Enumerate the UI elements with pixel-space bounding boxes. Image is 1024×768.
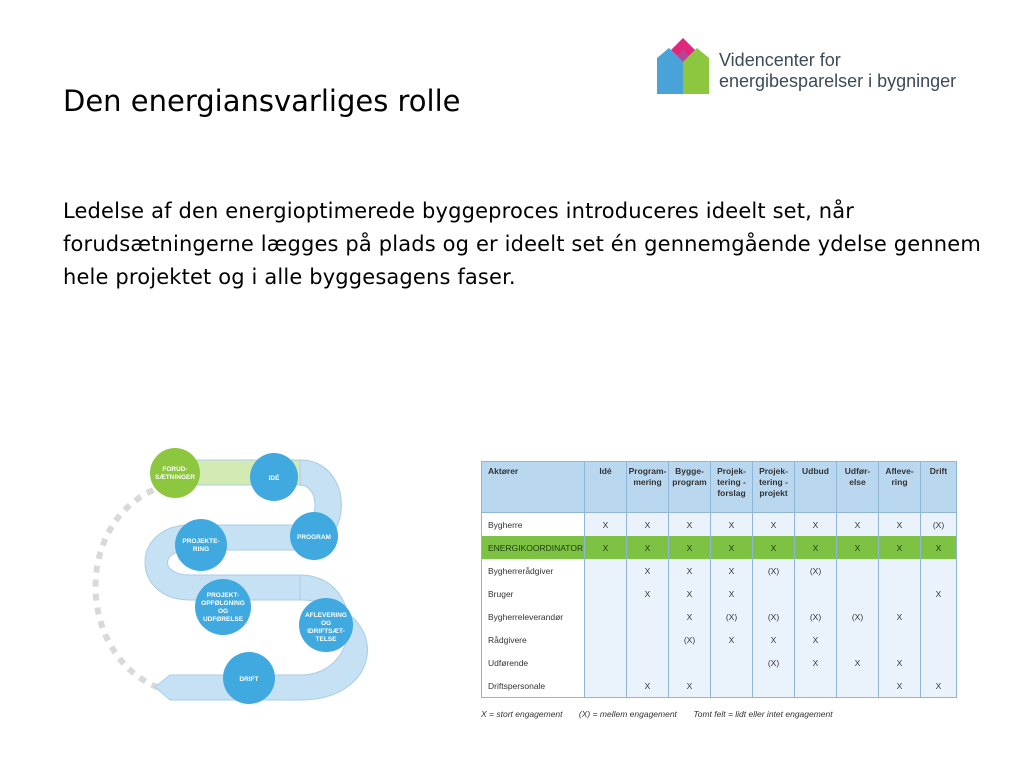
table-header-cell: Bygge- program bbox=[669, 462, 711, 513]
legend-stort: X = stort engagement bbox=[481, 709, 563, 719]
engagement-cell bbox=[585, 559, 627, 582]
node-projektering-label-2: RING bbox=[192, 546, 210, 553]
engagement-cell: X bbox=[627, 674, 669, 698]
node-program-label: PROGRAM bbox=[297, 534, 331, 541]
engagement-cell: X bbox=[921, 582, 957, 605]
node-aflevering-label-1: AFLEVERING bbox=[305, 612, 347, 619]
table-row bbox=[482, 536, 957, 559]
engagement-cell: X bbox=[795, 651, 837, 674]
engagement-cell bbox=[753, 674, 795, 698]
engagement-cell bbox=[921, 605, 957, 628]
roles-table-container bbox=[481, 461, 956, 698]
body-paragraph: Ledelse af den energioptimerede byggeproces introduceres ideelt set, når forudsætningerne lægges på plads og er ideelt set én gennemgående ydelse gennem hele projektet og i alle byggesagens faser. bbox=[63, 199, 981, 289]
engagement-cell: X bbox=[879, 674, 921, 698]
actor-cell: Udførende bbox=[482, 651, 585, 674]
engagement-cell: X bbox=[879, 651, 921, 674]
logo-text bbox=[719, 50, 956, 92]
engagement-cell: (X) bbox=[753, 605, 795, 628]
table-row bbox=[482, 559, 957, 582]
actor-cell: Bygherrerådgiver bbox=[482, 559, 585, 582]
engagement-cell bbox=[795, 582, 837, 605]
table-header-cell: Aktører bbox=[482, 462, 585, 513]
actor-cell: Rådgivere bbox=[482, 628, 585, 651]
node-aflevering-label-3: IDRIFTSÆT- bbox=[307, 628, 345, 635]
table-row bbox=[482, 513, 957, 537]
node-forudsaetninger bbox=[150, 448, 200, 498]
table-row bbox=[482, 651, 957, 674]
engagement-cell bbox=[627, 605, 669, 628]
engagement-cell bbox=[627, 628, 669, 651]
table-body bbox=[482, 513, 957, 698]
table-legend bbox=[481, 709, 847, 719]
engagement-cell: X bbox=[795, 628, 837, 651]
table-row bbox=[482, 628, 957, 651]
logo-line-2: energibesparelser i bygninger bbox=[719, 71, 957, 91]
table-header-cell: Idé bbox=[585, 462, 627, 513]
engagement-cell bbox=[711, 674, 753, 698]
engagement-cell bbox=[837, 674, 879, 698]
engagement-cell: X bbox=[753, 513, 795, 537]
engagement-cell: X bbox=[669, 605, 711, 628]
engagement-cell bbox=[753, 582, 795, 605]
actor-cell: ENERGIKOORDINATOR bbox=[482, 536, 585, 559]
engagement-cell bbox=[837, 559, 879, 582]
table-header-cell: Drift bbox=[921, 462, 957, 513]
engagement-cell: (X) bbox=[711, 605, 753, 628]
engagement-cell: X bbox=[711, 513, 753, 537]
actor-cell: Bygherre bbox=[482, 513, 585, 537]
engagement-cell: X bbox=[795, 536, 837, 559]
engagement-cell bbox=[795, 674, 837, 698]
engagement-cell bbox=[879, 582, 921, 605]
engagement-cell: X bbox=[585, 536, 627, 559]
engagement-cell bbox=[921, 628, 957, 651]
engagement-cell bbox=[585, 628, 627, 651]
engagement-cell: (X) bbox=[921, 513, 957, 537]
engagement-cell: X bbox=[711, 582, 753, 605]
engagement-cell: X bbox=[921, 536, 957, 559]
engagement-cell bbox=[669, 651, 711, 674]
engagement-cell: X bbox=[711, 628, 753, 651]
node-opfolgning-label-3: OG bbox=[217, 608, 229, 615]
node-opfolgning-label-4: UDFØRELSE bbox=[202, 616, 244, 623]
engagement-cell: X bbox=[921, 674, 957, 698]
engagement-cell bbox=[837, 582, 879, 605]
engagement-cell: X bbox=[627, 513, 669, 537]
engagement-cell bbox=[585, 674, 627, 698]
engagement-cell: (X) bbox=[795, 559, 837, 582]
engagement-cell: X bbox=[711, 536, 753, 559]
engagement-cell bbox=[585, 651, 627, 674]
engagement-cell: X bbox=[837, 536, 879, 559]
engagement-cell: (X) bbox=[753, 559, 795, 582]
node-forud-label-2: SÆTNINGER bbox=[154, 474, 196, 481]
vidensenter-logo bbox=[655, 36, 985, 100]
engagement-cell: X bbox=[879, 513, 921, 537]
node-forud-label-1: FORUD- bbox=[162, 466, 188, 473]
roles-table bbox=[481, 461, 957, 698]
process-diagram bbox=[70, 440, 370, 715]
engagement-cell: X bbox=[627, 536, 669, 559]
engagement-cell: X bbox=[669, 582, 711, 605]
engagement-cell: X bbox=[669, 536, 711, 559]
engagement-cell: X bbox=[669, 513, 711, 537]
engagement-cell: (X) bbox=[669, 628, 711, 651]
engagement-cell: X bbox=[711, 559, 753, 582]
engagement-cell bbox=[711, 651, 753, 674]
engagement-cell bbox=[921, 651, 957, 674]
engagement-cell: X bbox=[669, 674, 711, 698]
house-logo-icon bbox=[655, 36, 711, 100]
table-header-cell: Udbud bbox=[795, 462, 837, 513]
logo-line-1: Videncenter for bbox=[719, 50, 841, 70]
table-header-cell: Projek- tering - projekt bbox=[753, 462, 795, 513]
table-header-cell: Afleve- ring bbox=[879, 462, 921, 513]
node-opfolgning-label-2: OPFØLGNING bbox=[201, 600, 245, 607]
table-header-row bbox=[482, 462, 957, 513]
actor-cell: Bruger bbox=[482, 582, 585, 605]
engagement-cell: X bbox=[627, 582, 669, 605]
node-projektering-label-1: PROJEKTE- bbox=[182, 538, 220, 545]
node-ide-label: IDÉ bbox=[268, 475, 280, 482]
engagement-cell bbox=[585, 605, 627, 628]
actor-cell: Driftspersonale bbox=[482, 674, 585, 698]
node-opfolgning-label-1: PROJEKT- bbox=[206, 592, 240, 599]
node-aflevering-label-2: OG bbox=[320, 620, 332, 627]
node-opfolgning bbox=[195, 579, 251, 635]
table-row bbox=[482, 582, 957, 605]
engagement-cell: X bbox=[669, 559, 711, 582]
engagement-cell bbox=[627, 651, 669, 674]
engagement-cell bbox=[879, 559, 921, 582]
slide-title: Den energiansvarliges rolle bbox=[63, 84, 461, 118]
engagement-cell bbox=[585, 582, 627, 605]
engagement-cell: X bbox=[753, 536, 795, 559]
node-aflevering-label-4: TELSE bbox=[315, 636, 337, 643]
table-header-cell: Projek- tering - forslag bbox=[711, 462, 753, 513]
node-drift-label: DRIFT bbox=[239, 676, 259, 683]
engagement-cell: X bbox=[837, 651, 879, 674]
engagement-cell: X bbox=[585, 513, 627, 537]
engagement-cell bbox=[879, 628, 921, 651]
table-row bbox=[482, 605, 957, 628]
engagement-cell: X bbox=[879, 605, 921, 628]
table-header-cell: Udfør- else bbox=[837, 462, 879, 513]
engagement-cell: X bbox=[627, 559, 669, 582]
legend-mellem: (X) = mellem engagement bbox=[578, 709, 677, 719]
engagement-cell: X bbox=[795, 513, 837, 537]
engagement-cell: (X) bbox=[753, 651, 795, 674]
engagement-cell: (X) bbox=[795, 605, 837, 628]
engagement-cell: X bbox=[753, 628, 795, 651]
actor-cell: Bygherreleverandør bbox=[482, 605, 585, 628]
table-header-cell: Program- mering bbox=[627, 462, 669, 513]
engagement-cell bbox=[921, 559, 957, 582]
engagement-cell: X bbox=[879, 536, 921, 559]
table-row bbox=[482, 674, 957, 698]
engagement-cell bbox=[837, 628, 879, 651]
engagement-cell: (X) bbox=[837, 605, 879, 628]
legend-tomt: Tomt felt = lidt eller intet engagement bbox=[693, 709, 833, 719]
engagement-cell: X bbox=[837, 513, 879, 537]
node-projektering bbox=[175, 519, 227, 571]
